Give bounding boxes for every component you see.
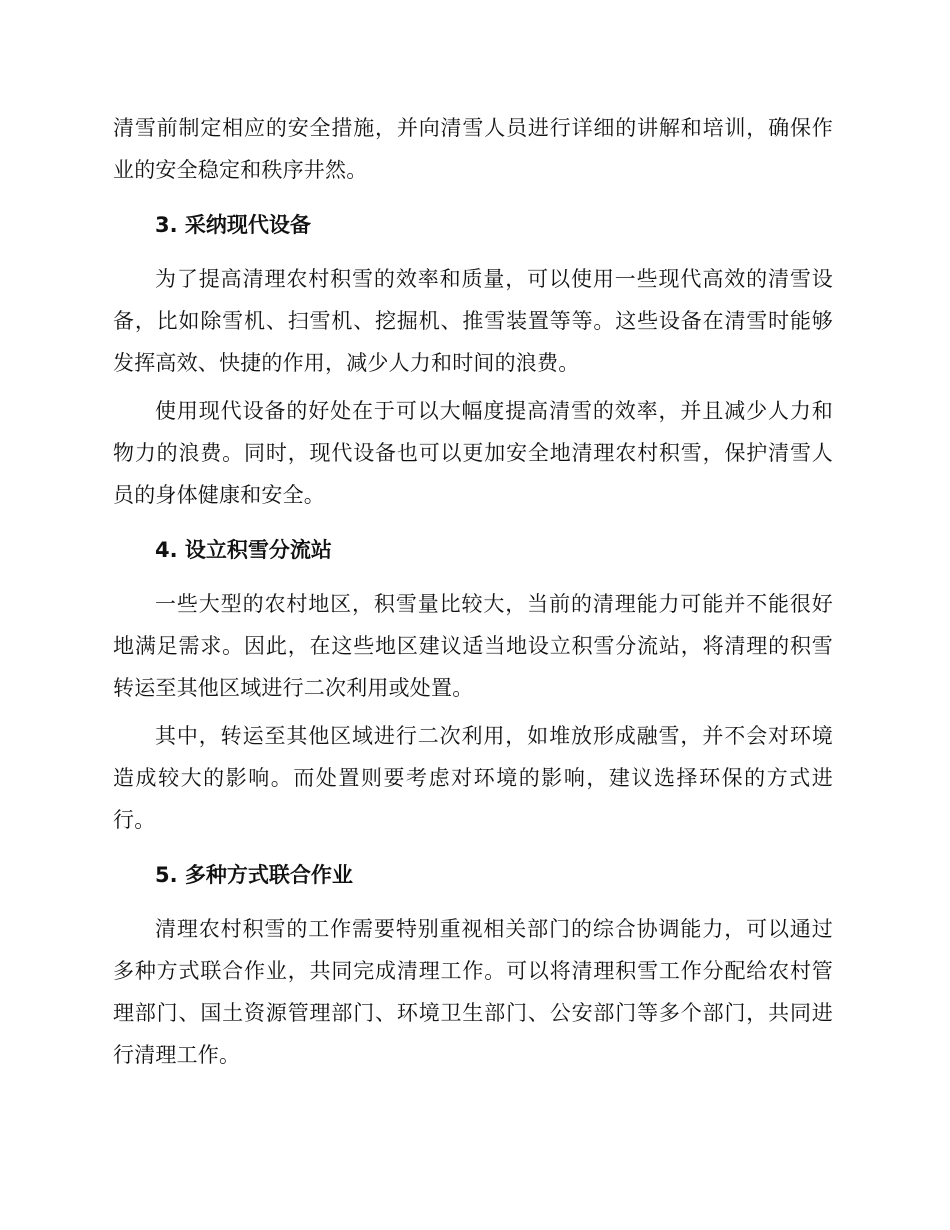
intro-paragraph: 清雪前制定相应的安全措施，并向清雪人员进行详细的讲解和培训，确保作业的安全稳定和秩序井然。 bbox=[113, 116, 833, 182]
section-3 bbox=[113, 204, 833, 516]
section-paragraph: 清理农村积雪的工作需要特别重视相关部门的综合协调能力，可以通过多种方式联合作业，共同完成清理工作。可以将清理积雪工作分配给农村管理部门、国土资源管理部门、环境卫生部门、公安部门等多个部门，共同进行清理工作。 bbox=[113, 917, 833, 1067]
section-paragraph: 其中，转运至其他区域进行二次利用，如堆放形成融雪，并不会对环境造成较大的影响。而处置则要考虑对环境的影响，建议选择环保的方式进行。 bbox=[113, 724, 833, 832]
section-heading: 4. 设立积雪分流站 bbox=[155, 538, 332, 562]
section-paragraph: 为了提高清理农村积雪的效率和质量，可以使用一些现代高效的清雪设备，比如除雪机、扫雪机、挖掘机、推雪装置等等。这些设备在清雪时能够发挥高效、快捷的作用，减少人力和时间的浪费。 bbox=[113, 267, 833, 375]
section-paragraph: 使用现代设备的好处在于可以大幅度提高清雪的效率，并且减少人力和物力的浪费。同时，现代设备也可以更加安全地清理农村积雪，保护清雪人员的身体健康和安全。 bbox=[113, 399, 833, 507]
section-paragraph: 一些大型的农村地区，积雪量比较大，当前的清理能力可能并不能很好地满足需求。因此，在这些地区建议适当地设立积雪分流站，将清理的积雪转运至其他区域进行二次利用或处置。 bbox=[113, 592, 833, 700]
section-heading: 5. 多种方式联合作业 bbox=[155, 863, 353, 887]
section-heading: 3. 采纳现代设备 bbox=[155, 213, 311, 237]
section-4 bbox=[113, 529, 833, 841]
section-5 bbox=[113, 854, 833, 1076]
document-page bbox=[113, 107, 833, 1076]
